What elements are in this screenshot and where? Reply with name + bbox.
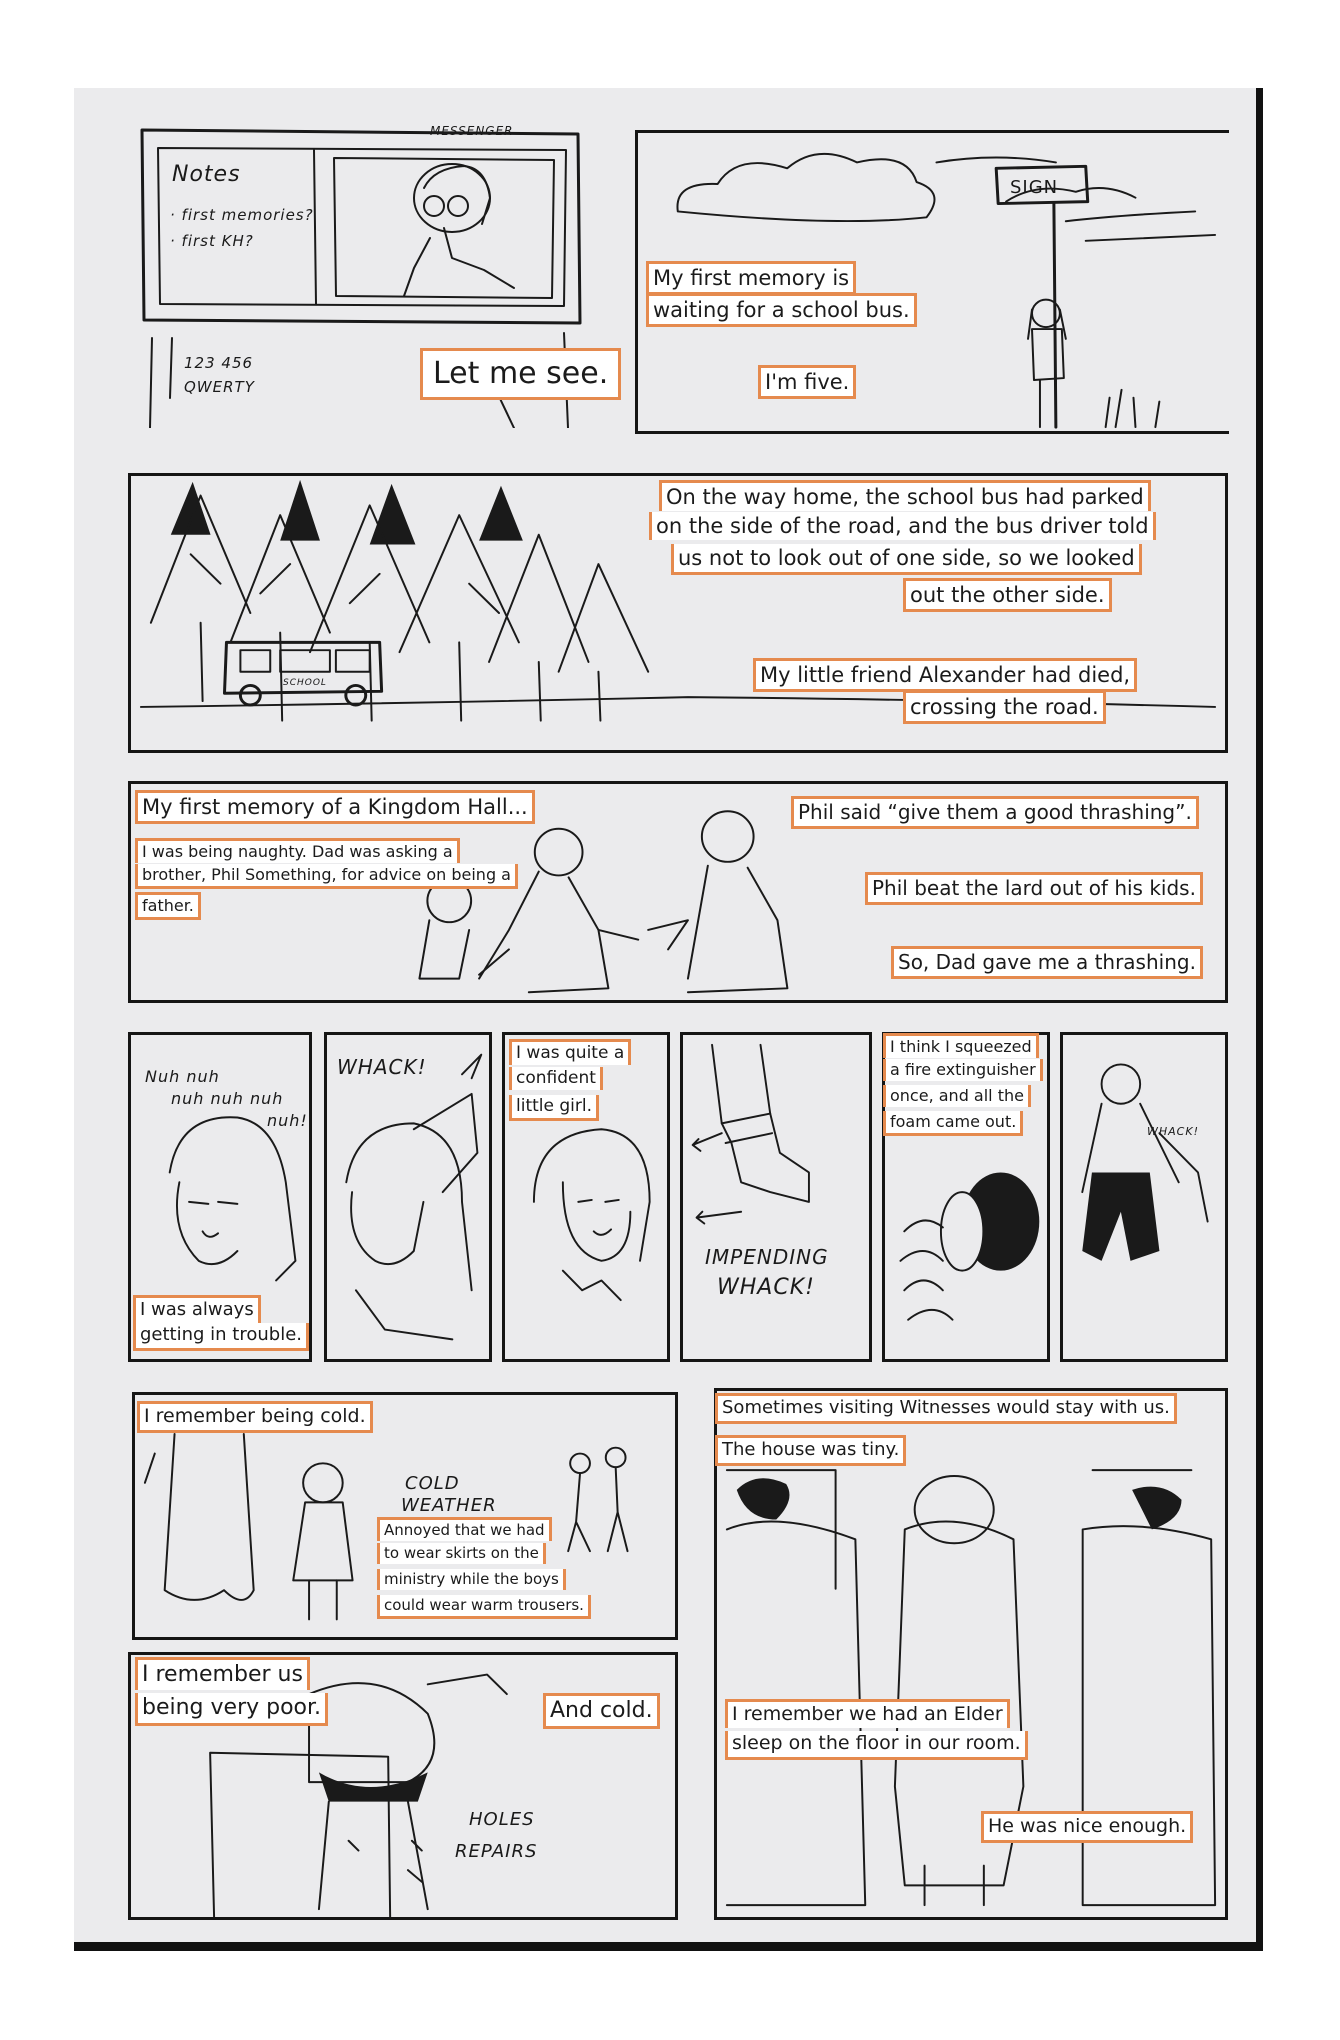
notes-line-2: · first KH? xyxy=(170,232,254,250)
whack-knee-drawing xyxy=(1063,1035,1225,1359)
impending-line-1: IMPENDING xyxy=(705,1245,829,1269)
nuh-line-1: Nuh nuh xyxy=(145,1067,220,1086)
whack-sfx: WHACK! xyxy=(337,1055,427,1079)
panel-nuh-nuh xyxy=(128,1032,312,1362)
whack-small-sfx: WHACK! xyxy=(1147,1125,1199,1138)
caption-always-l2: getting in trouble. xyxy=(133,1323,309,1351)
caption-always-l1: I was always xyxy=(133,1295,261,1323)
keys-line-1: 123 456 xyxy=(184,354,254,372)
caption-and-cold: And cold. xyxy=(543,1693,660,1729)
caption-extinguisher-l4: foam came out. xyxy=(883,1111,1023,1136)
panel-bus-stop xyxy=(635,130,1229,434)
whack-drawing xyxy=(327,1035,489,1359)
caption-first-memory-l1: My first memory is xyxy=(646,261,856,295)
caption-five: I'm five. xyxy=(758,365,856,399)
caption-poor-l2: being very poor. xyxy=(135,1693,328,1726)
caption-poor-l1: I remember us xyxy=(135,1657,310,1690)
panel-visiting xyxy=(714,1388,1228,1920)
caption-naughty-l2: brother, Phil Something, for advice on being a xyxy=(135,864,518,889)
caption-phil-said: Phil said “give them a good thrashing”. xyxy=(791,796,1199,829)
cold-line-2: WEATHER xyxy=(401,1495,497,1516)
caption-extinguisher-l1: I think I squeezed xyxy=(883,1033,1039,1058)
caption-extinguisher-l3: once, and all the xyxy=(883,1085,1031,1107)
caption-way-home-l4: out the other side. xyxy=(903,578,1112,612)
caption-phil-beat: Phil beat the lard out of his kids. xyxy=(865,872,1203,905)
caption-naughty-l3: father. xyxy=(135,892,201,920)
panel-poor xyxy=(128,1652,678,1920)
panel-confident xyxy=(502,1032,670,1362)
caption-elder-l2: sleep on the floor in our room. xyxy=(725,1731,1028,1760)
panel-extinguisher xyxy=(882,1032,1050,1362)
panel-messenger xyxy=(134,124,609,428)
notes-title: Notes xyxy=(172,162,241,187)
panel-whack xyxy=(324,1032,492,1362)
comic-page xyxy=(74,88,1263,1951)
caption-confident-l1: I was quite a xyxy=(509,1039,631,1065)
nuh-line-2: nuh nuh nuh xyxy=(171,1089,284,1108)
caption-confident-l2: confident xyxy=(509,1067,603,1090)
messenger-label: MESSENGER xyxy=(430,124,514,138)
caption-naughty-l1: I was being naughty. Dad was asking a xyxy=(135,838,460,863)
caption-let-me-see: Let me see. xyxy=(420,348,621,400)
caption-alexander-l2: crossing the road. xyxy=(903,690,1106,724)
panel-whack-knee xyxy=(1060,1032,1228,1362)
caption-skirts-l1: Annoyed that we had xyxy=(377,1517,552,1541)
notes-line-1: · first memories? xyxy=(170,206,314,224)
caption-skirts-l2: to wear skirts on the xyxy=(377,1543,546,1564)
caption-confident-l3: little girl. xyxy=(509,1095,599,1121)
caption-extinguisher-l2: a fire extinguisher xyxy=(883,1059,1043,1081)
caption-first-memory-l2: waiting for a school bus. xyxy=(646,293,917,327)
caption-cold: I remember being cold. xyxy=(137,1401,373,1433)
holes-line-1: HOLES xyxy=(469,1809,535,1830)
nuh-line-3: nuh! xyxy=(267,1111,308,1130)
keys-line-2: QWERTY xyxy=(184,378,255,396)
sign-label: SIGN xyxy=(1010,177,1059,198)
caption-skirts-l4: could wear warm trousers. xyxy=(377,1595,591,1619)
caption-way-home-l2: on the side of the road, and the bus driver told xyxy=(649,512,1156,540)
caption-way-home-l1: On the way home, the school bus had parked xyxy=(659,480,1151,511)
panel-cold xyxy=(132,1392,678,1640)
caption-way-home-l3: us not to look out of one side, so we looked xyxy=(671,544,1142,575)
impending-line-2: WHACK! xyxy=(717,1275,815,1300)
holes-line-2: REPAIRS xyxy=(455,1841,538,1862)
cold-line-1: COLD xyxy=(405,1473,460,1494)
caption-visiting: Sometimes visiting Witnesses would stay with us. xyxy=(715,1393,1177,1424)
panel-impending xyxy=(680,1032,872,1362)
caption-alexander-l1: My little friend Alexander had died, xyxy=(753,658,1137,692)
caption-nice: He was nice enough. xyxy=(981,1811,1193,1843)
caption-elder-l1: I remember we had an Elder xyxy=(725,1699,1010,1728)
impending-drawing xyxy=(683,1035,869,1359)
bus-label: SCHOOL xyxy=(283,678,327,688)
caption-tiny: The house was tiny. xyxy=(715,1435,906,1466)
extinguisher-drawing xyxy=(885,1035,1047,1359)
panel-kingdom-hall xyxy=(128,781,1228,1003)
caption-dad-gave: So, Dad gave me a thrashing. xyxy=(891,946,1203,979)
panel-forest-bus xyxy=(128,473,1228,753)
caption-kingdom-hall: My first memory of a Kingdom Hall... xyxy=(135,790,535,824)
caption-skirts-l3: ministry while the boys xyxy=(377,1569,566,1590)
